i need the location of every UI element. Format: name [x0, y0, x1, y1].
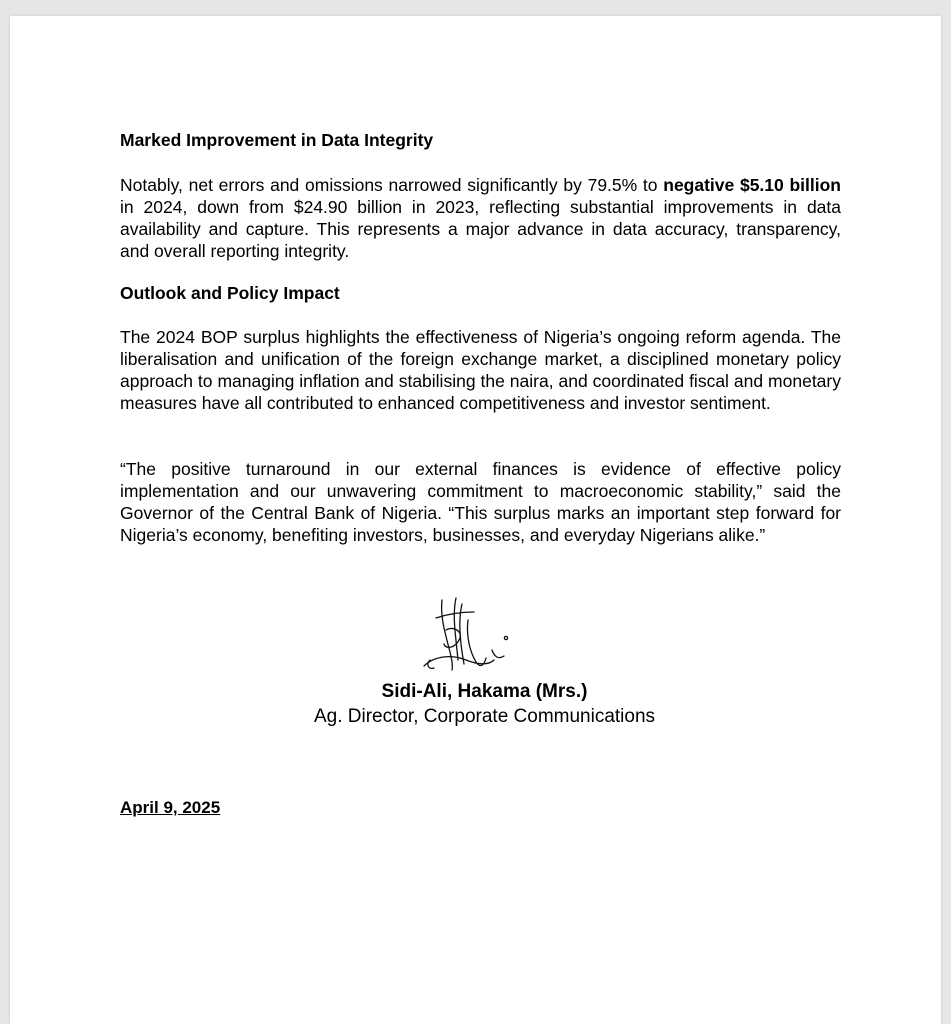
paragraph-data-integrity — [120, 174, 841, 262]
bold-figure: negative $5.10 billion — [663, 175, 842, 195]
paragraph-outlook: The 2024 BOP surplus highlights the effectiveness of Nigeria’s ongoing reform agenda. The liberalisation and unification of the foreign exchange market, a disciplined monetary policy approach to managing inflation and stabilising the naira, and coordinated fiscal and monetary measures have all contributed to enhanced competitiveness and investor sentiment. — [120, 327, 841, 413]
document-page — [10, 16, 941, 1024]
paragraph-text: in 2024, down from $24.90 billion in 2023, reflecting substantial improvements in data availability and capture. This represents a major advance in data accuracy, transparency, and overall reporting integrity. — [120, 197, 841, 261]
section-heading-outlook: Outlook and Policy Impact — [120, 283, 340, 303]
signatory-title: Ag. Director, Corporate Communications — [313, 706, 656, 727]
signatory-name: Sidi-Ali, Hakama (Mrs.) — [381, 681, 588, 702]
document-date: April 9, 2025 — [120, 798, 221, 817]
handwritten-signature — [422, 590, 532, 676]
paragraph-governor-quote: “The positive turnaround in our external finances is evidence of effective policy implementation and our unwavering commitment to macroeconomic stability,” said the Governor of the Central Bank of Nigeria. “This surplus marks an important step forward for Nigeria’s economy, benefiting investors, businesses, and everyday Nigerians alike.” — [120, 459, 841, 545]
section-heading-data-integrity: Marked Improvement in Data Integrity — [120, 130, 434, 150]
paragraph-text: Notably, net errors and omissions narrowed significantly by 79.5% to — [120, 175, 664, 195]
